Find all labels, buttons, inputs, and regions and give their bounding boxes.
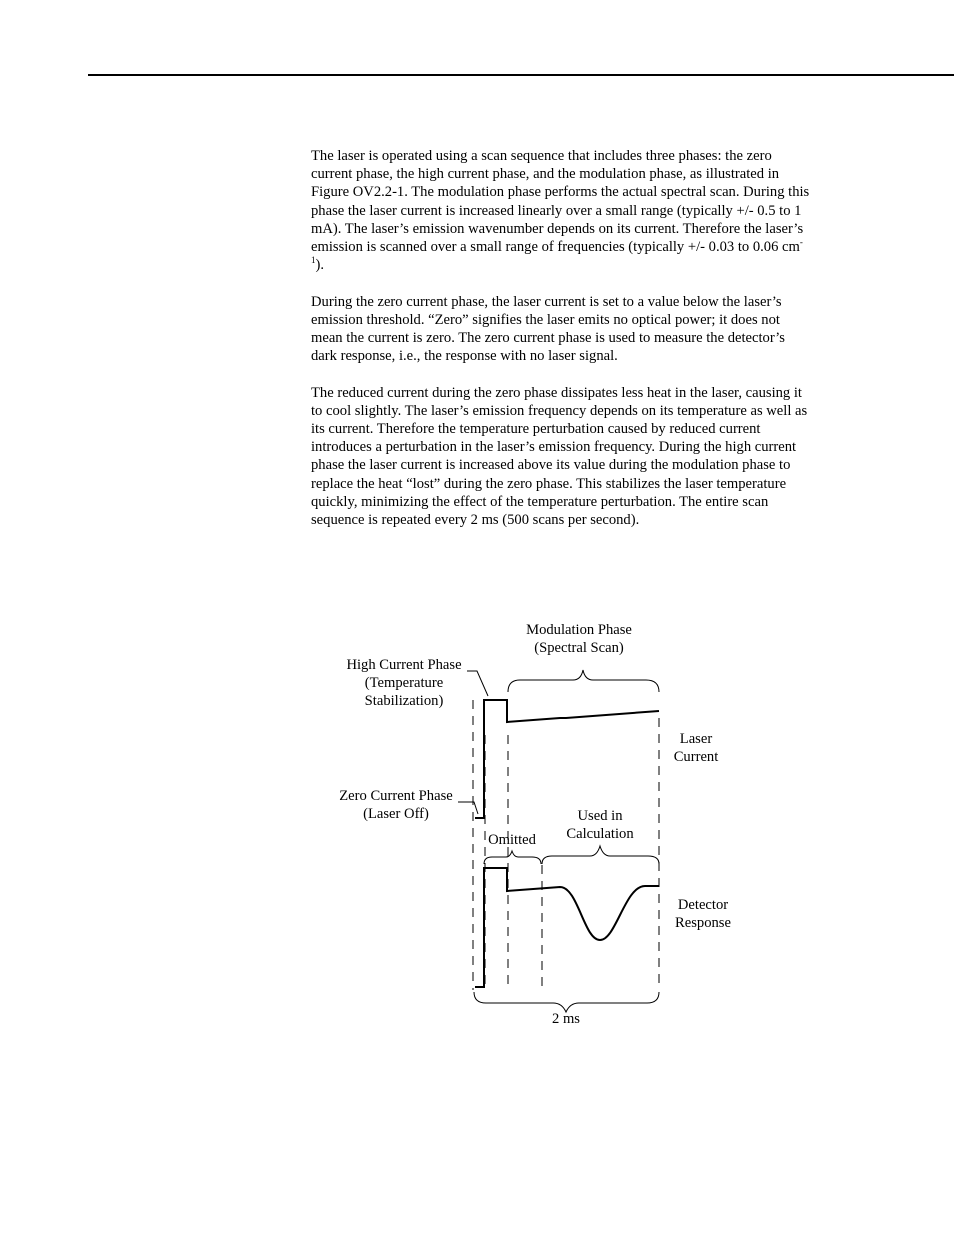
omitted-brace	[484, 851, 541, 864]
modulation-phase-label: Modulation Phase (Spectral Scan)	[526, 622, 632, 656]
period-label: 2 ms	[552, 1011, 580, 1027]
calculation-brace	[542, 846, 659, 864]
used-in-calculation-label: Used in Calculation	[566, 808, 634, 842]
omitted-label: Omitted	[488, 832, 536, 848]
high-current-phase-label: High Current Phase (Temperature Stabilization)	[346, 657, 462, 709]
detector-response-waveform	[475, 868, 659, 987]
period-brace	[474, 992, 659, 1012]
laser-current-waveform	[475, 700, 659, 818]
detector-response-label: Detector Response	[675, 897, 731, 931]
laser-current-label: Laser Current	[673, 731, 719, 765]
zero-current-phase-label: Zero Current Phase (Laser Off)	[339, 788, 453, 822]
modulation-brace	[508, 670, 659, 692]
paragraph-zero-current: During the zero current phase, the laser current is set to a value below the laser’s emission threshold. “Zero” signifies the laser emits no optical power; it does not mean the current is zero. The zero current phase is used to measure the detector’s dark response, i.e., the response with no laser signal.	[311, 293, 785, 365]
paragraph-scan-sequence: The laser is operated using a scan sequence that includes three phases: the zero current phase, the high current phase, and the modulation phase, as illustrated in Figure OV2.2-1. The modulation phase performs the actual spectral scan. During this phase the laser current is increased linearly over a small range (typically +/- 0.5 to 1 mA). The laser’s emission wavenumber depends on its current. Therefore the laser’s emission is scanned over a small range of frequencies (typically +/- 0.03 to 0.06 $cm^{-1}$).	[311, 148, 810, 274]
paragraph-high-current: The reduced current during the zero phase dissipates less heat in the laser, causing it to cool slightly. The laser’s emission frequency depends on its temperature as well as its current. Therefore the temperature perturbation caused by reduced current introduces a perturbation in the laser’s emission frequency. During the high current phase the laser current is increased above its value during the modulation phase to replace the heat “lost” during the zero phase. This stabilizes the laser temperature quickly, minimizing the effect of the temperature perturbation. The entire scan sequence is repeated every 2 ms (500 scans per second).	[311, 384, 808, 529]
